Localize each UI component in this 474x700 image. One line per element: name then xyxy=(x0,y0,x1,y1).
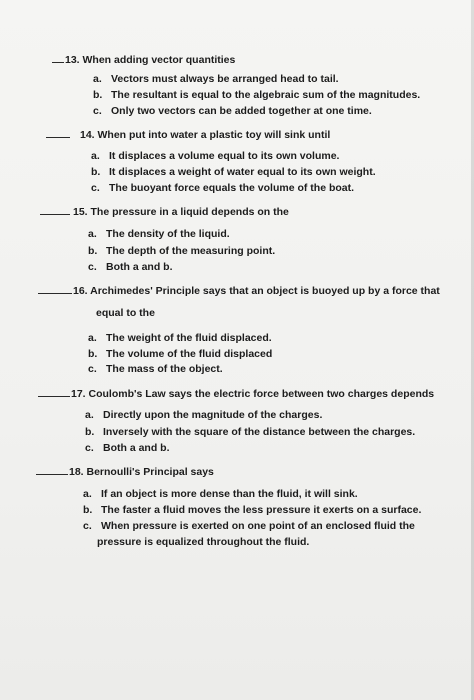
option-text: If an object is more dense than the fluid, it will sink. xyxy=(101,488,358,500)
option-letter: c. xyxy=(88,261,97,273)
option-text: The density of the liquid. xyxy=(106,228,230,240)
option-text: It displaces a weight of water equal to its own weight. xyxy=(109,166,376,178)
question-text: 14. When put into water a plastic toy will sink until xyxy=(80,129,331,141)
option-13c xyxy=(93,104,372,118)
question-18 xyxy=(36,464,214,479)
question-15 xyxy=(40,204,289,219)
option-letter: b. xyxy=(88,348,98,360)
question-16-continuation: equal to the xyxy=(96,307,155,319)
question-text: 13. When adding vector quantities xyxy=(65,54,236,66)
option-13a xyxy=(93,72,339,86)
option-16b xyxy=(88,347,272,361)
option-text: The buoyant force equals the volume of the boat. xyxy=(109,182,355,194)
answer-blank[interactable] xyxy=(36,464,68,475)
option-text: The resultant is equal to the algebraic sum of the magnitudes. xyxy=(111,89,421,101)
option-letter: a. xyxy=(91,150,100,162)
option-letter: b. xyxy=(88,245,98,257)
option-text: Vectors must always be arranged head to tail. xyxy=(111,73,339,85)
question-text: 15. The pressure in a liquid depends on the xyxy=(73,206,289,218)
question-16 xyxy=(38,283,440,298)
question-13 xyxy=(52,52,235,67)
option-18b xyxy=(83,503,421,517)
option-14c xyxy=(91,181,354,195)
question-17 xyxy=(38,386,434,401)
answer-blank[interactable] xyxy=(52,52,64,63)
option-letter: b. xyxy=(85,426,95,438)
option-text: The weight of the fluid displaced. xyxy=(106,332,272,344)
option-text: The faster a fluid moves the less pressure it exerts on a surface. xyxy=(101,504,422,516)
answer-blank[interactable] xyxy=(40,204,70,215)
option-letter: b. xyxy=(93,89,103,101)
option-15c xyxy=(88,260,173,274)
option-text: The mass of the object. xyxy=(106,363,223,375)
option-18a xyxy=(83,487,358,501)
option-18c-continuation: pressure is equalized throughout the fluid. xyxy=(97,536,310,548)
option-17a xyxy=(85,408,322,422)
option-14a xyxy=(91,149,339,163)
option-text: Only two vectors can be added together at one time. xyxy=(111,105,372,117)
option-text: Both a and b. xyxy=(103,442,170,454)
option-16a xyxy=(88,331,272,345)
option-letter: b. xyxy=(91,166,101,178)
answer-blank[interactable] xyxy=(38,283,72,294)
option-text: When pressure is exerted on one point of an enclosed fluid the xyxy=(101,520,415,532)
option-letter: c. xyxy=(83,520,92,532)
option-16c xyxy=(88,362,223,376)
option-17b xyxy=(85,425,415,439)
option-text: It displaces a volume equal to its own volume. xyxy=(109,150,340,162)
option-letter: c. xyxy=(91,182,100,194)
question-text: 16. Archimedes' Principle says that an object is buoyed up by a force that xyxy=(73,285,440,297)
option-17c xyxy=(85,441,170,455)
option-18c xyxy=(83,519,415,533)
option-text: The volume of the fluid displaced xyxy=(106,348,273,360)
option-letter: a. xyxy=(93,73,102,85)
option-text: Inversely with the square of the distance between the charges. xyxy=(103,426,416,438)
option-15a xyxy=(88,227,230,241)
option-text: The depth of the measuring point. xyxy=(106,245,276,257)
option-letter: c. xyxy=(93,105,102,117)
option-letter: a. xyxy=(85,409,94,421)
option-letter: a. xyxy=(88,228,97,240)
question-text: 18. Bernoulli's Principal says xyxy=(69,466,214,478)
option-13b xyxy=(93,88,420,102)
option-letter: a. xyxy=(83,488,92,500)
answer-blank[interactable] xyxy=(38,386,70,397)
option-letter: a. xyxy=(88,332,97,344)
question-14 xyxy=(46,127,330,142)
option-letter: c. xyxy=(85,442,94,454)
option-text: Directly upon the magnitude of the charges. xyxy=(103,409,323,421)
option-letter: b. xyxy=(83,504,93,516)
option-text: Both a and b. xyxy=(106,261,173,273)
option-15b xyxy=(88,244,275,258)
answer-blank[interactable] xyxy=(46,127,70,138)
question-text: 17. Coulomb's Law says the electric force between two charges depends xyxy=(71,388,435,400)
option-14b xyxy=(91,165,376,179)
option-letter: c. xyxy=(88,363,97,375)
